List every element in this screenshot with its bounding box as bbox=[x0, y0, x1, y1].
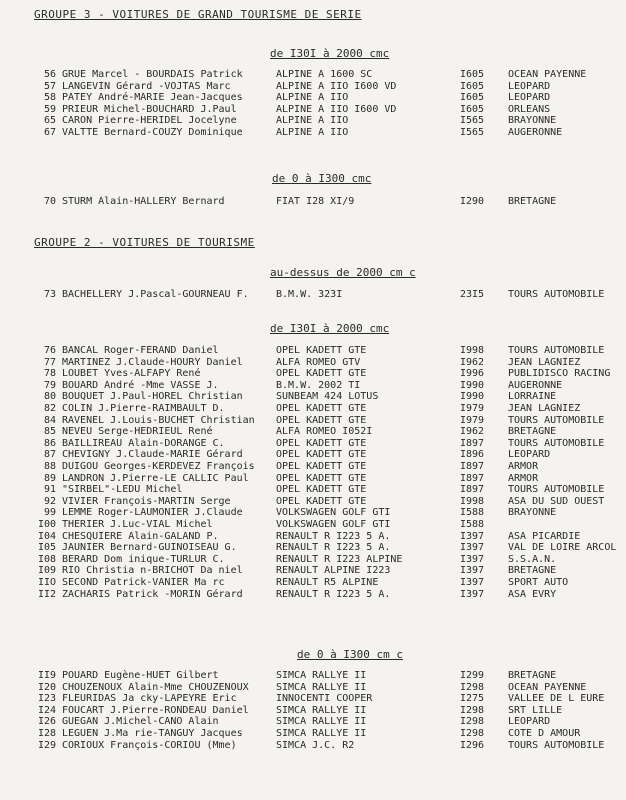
entry-displacement: I397 bbox=[460, 588, 485, 600]
entry-car: ALPINE A IIO bbox=[276, 115, 349, 127]
entry-number: 86 bbox=[43, 437, 56, 449]
entry-displacement: I979 bbox=[460, 403, 485, 414]
entry-row bbox=[0, 473, 626, 484]
entry-number: 78 bbox=[43, 368, 56, 380]
entry-crew: GRUE Marcel - BOURDAIS Patrick bbox=[62, 69, 243, 80]
entry-car: B.M.W. 2002 TI bbox=[276, 379, 361, 391]
entry-number: I20 bbox=[37, 681, 56, 693]
entry-crew: LANGEVIN Gérard -VOJTAS Marc bbox=[62, 80, 231, 92]
entry-car: SUNBEAM 424 LOTUS bbox=[276, 391, 379, 403]
entry-row bbox=[0, 461, 626, 472]
entry-row bbox=[0, 426, 626, 437]
entry-crew: "SIRBEL"-LEDU Michel bbox=[62, 484, 183, 496]
entry-car: OPEL KADETT GTE bbox=[276, 461, 367, 472]
entry-displacement: I979 bbox=[460, 414, 485, 426]
entry-number: I08 bbox=[37, 553, 56, 565]
entry-crew: LEGUEN J.Ma rie-TANGUY Jacques bbox=[62, 728, 243, 739]
entry-displacement: I299 bbox=[460, 670, 485, 681]
entry-row bbox=[0, 403, 626, 414]
entry-team: ASA PICARDIE bbox=[508, 530, 581, 542]
entry-number: 65 bbox=[43, 115, 56, 127]
entry-number: I26 bbox=[37, 716, 56, 728]
entry-team: OCEAN PAYENNE bbox=[508, 681, 587, 693]
entry-car: RENAULT R I223 5 A. bbox=[276, 542, 391, 554]
entry-team: JEAN LAGNIEZ bbox=[508, 403, 581, 414]
entry-crew: BERARD Dom inique-TURLUR C. bbox=[62, 553, 225, 565]
entry-displacement: I565 bbox=[460, 127, 485, 138]
entry-car: OPEL KADETT GTE bbox=[276, 472, 367, 484]
entry-row bbox=[0, 92, 626, 103]
entry-car: VOLKSWAGEN GOLF GTI bbox=[276, 519, 391, 530]
entry-team: ASA EVRY bbox=[508, 588, 557, 600]
entry-number: I00 bbox=[37, 519, 56, 530]
entry-row bbox=[0, 380, 626, 391]
entry-team: ASA DU SUD OUEST bbox=[508, 495, 605, 507]
entry-team: LEOPARD bbox=[508, 80, 551, 92]
entry-car: SIMCA J.C. R2 bbox=[276, 739, 355, 751]
entry-car: OPEL KADETT GTE bbox=[276, 437, 367, 449]
class-heading: de 0 à I300 cmc bbox=[272, 172, 372, 185]
entry-car: RENAULT R I223 ALPINE bbox=[276, 553, 403, 565]
entry-number: 87 bbox=[43, 449, 56, 461]
entry-number: II2 bbox=[37, 588, 56, 600]
entry-number: 85 bbox=[43, 426, 56, 438]
entry-displacement: I897 bbox=[460, 461, 485, 472]
entry-crew: DUIGOU Georges-KERDEVEZ François bbox=[62, 461, 255, 472]
entry-team: VAL DE LOIRE ARCOL bbox=[508, 542, 617, 554]
entry-crew: SECOND Patrick-VANIER Ma rc bbox=[62, 577, 225, 588]
entry-crew: RIO Christia n-BRICHOT Da niel bbox=[62, 565, 243, 577]
entry-team: LORRAINE bbox=[508, 391, 557, 403]
entry-car: SIMCA RALLYE II bbox=[276, 681, 367, 693]
entry-row bbox=[0, 542, 626, 553]
entry-crew: BOUQUET J.Paul-HOREL Christian bbox=[62, 391, 243, 403]
entry-team: ORLEANS bbox=[508, 103, 551, 115]
entry-displacement: I962 bbox=[460, 426, 485, 438]
entry-number: II9 bbox=[37, 670, 56, 681]
entry-team: TOURS AUTOMOBILE bbox=[508, 437, 605, 449]
entry-car: ALPINE A IIO I600 VD bbox=[276, 103, 397, 115]
entry-team: VALLEE DE L EURE bbox=[508, 693, 605, 705]
entry-crew: GUEGAN J.Michel-CANO Alain bbox=[62, 716, 219, 728]
entry-displacement: I397 bbox=[460, 577, 485, 588]
entry-number: IIO bbox=[37, 577, 56, 588]
entry-displacement: I897 bbox=[460, 437, 485, 449]
class-heading: au-dessus de 2000 cm c bbox=[270, 266, 416, 279]
entry-car: INNOCENTI COOPER bbox=[276, 693, 373, 705]
entry-car: SIMCA RALLYE II bbox=[276, 728, 367, 739]
entry-team: SPORT AUTO bbox=[508, 577, 569, 588]
entry-displacement: I962 bbox=[460, 356, 485, 368]
entry-displacement: I298 bbox=[460, 728, 485, 739]
entry-car: OPEL KADETT GTE bbox=[276, 368, 367, 380]
entry-number: 57 bbox=[43, 80, 56, 92]
entry-car: SIMCA RALLYE II bbox=[276, 670, 367, 681]
entry-crew: STURM Alain-HALLERY Bernard bbox=[62, 196, 225, 207]
entry-displacement: I275 bbox=[460, 693, 485, 705]
group-title: GROUPE 3 - VOITURES DE GRAND TOURISME DE SERIE bbox=[34, 8, 362, 21]
entry-row bbox=[0, 104, 626, 115]
entry-team: ARMOR bbox=[508, 461, 539, 472]
entry-displacement: I298 bbox=[460, 716, 485, 728]
entry-crew: BACHELLERY J.Pascal-GOURNEAU F. bbox=[62, 289, 249, 300]
entry-team: S.S.A.N. bbox=[508, 553, 557, 565]
entry-number: 89 bbox=[43, 472, 56, 484]
entry-displacement: I990 bbox=[460, 391, 485, 403]
entry-number: I28 bbox=[37, 728, 56, 739]
entry-displacement: I565 bbox=[460, 115, 485, 127]
entry-displacement: I897 bbox=[460, 472, 485, 484]
entry-car: OPEL KADETT GTE bbox=[276, 345, 367, 356]
entry-crew: POUARD Eugène-HUET Gilbert bbox=[62, 670, 219, 681]
entry-displacement: I588 bbox=[460, 519, 485, 530]
entry-team: BRETAGNE bbox=[508, 565, 557, 577]
entry-row bbox=[0, 69, 626, 80]
entry-displacement: I605 bbox=[460, 69, 485, 80]
entry-car: ALFA ROMEO I052I bbox=[276, 426, 373, 438]
entry-crew: ZACHARIS Patrick -MORIN Gérard bbox=[62, 588, 243, 600]
entry-crew: COLIN J.Pierre-RAIMBAULT D. bbox=[62, 403, 225, 414]
entry-crew: CHESQUIERE Alain-GALAND P. bbox=[62, 530, 219, 542]
entry-team: BRETAGNE bbox=[508, 196, 557, 207]
entry-number: 91 bbox=[43, 484, 56, 496]
entry-crew: BANCAL Roger-FERAND Daniel bbox=[62, 345, 219, 356]
entry-row bbox=[0, 682, 626, 693]
entry-row bbox=[0, 728, 626, 739]
entry-team: COTE D AMOUR bbox=[508, 728, 581, 739]
entry-car: SIMCA RALLYE II bbox=[276, 704, 367, 716]
entry-row bbox=[0, 507, 626, 518]
entry-displacement: I897 bbox=[460, 484, 485, 496]
entry-displacement: I290 bbox=[460, 196, 485, 207]
entry-car: ALFA ROMEO GTV bbox=[276, 356, 361, 368]
entry-team: SRT LILLE bbox=[508, 704, 563, 716]
entry-row bbox=[0, 368, 626, 379]
entry-crew: CHOUZENOUX Alain-Mme CHOUZENOUX bbox=[62, 681, 249, 693]
entry-team: JEAN LAGNIEZ bbox=[508, 356, 581, 368]
entry-crew: BAILLIREAU Alain-DORANGE C. bbox=[62, 437, 225, 449]
entry-displacement: I397 bbox=[460, 553, 485, 565]
entry-displacement: 23I5 bbox=[460, 289, 485, 300]
entry-car: ALPINE A IIO bbox=[276, 127, 349, 138]
entry-car: ALPINE A 1600 SC bbox=[276, 69, 373, 80]
class-heading: de I30I à 2000 cmc bbox=[270, 322, 390, 335]
entry-number: 79 bbox=[43, 379, 56, 391]
class-heading: de 0 à I300 cm c bbox=[297, 648, 403, 661]
entry-row bbox=[0, 740, 626, 751]
entry-number: 84 bbox=[43, 414, 56, 426]
entry-row bbox=[0, 554, 626, 565]
entry-row bbox=[0, 81, 626, 92]
entry-number: I05 bbox=[37, 542, 56, 554]
entry-number: I09 bbox=[37, 565, 56, 577]
entry-row bbox=[0, 391, 626, 402]
entry-row bbox=[0, 577, 626, 588]
entry-car: RENAULT R I223 5 A. bbox=[276, 530, 391, 542]
entry-crew: FOUCART J.Pierre-RONDEAU Daniel bbox=[62, 704, 249, 716]
entry-row bbox=[0, 565, 626, 576]
entry-crew: VALTTE Bernard-COUZY Dominique bbox=[62, 127, 243, 138]
entry-displacement: I605 bbox=[460, 103, 485, 115]
entry-number: I29 bbox=[37, 739, 56, 751]
entry-number: 88 bbox=[43, 461, 56, 472]
entry-crew: PATEY André-MARIE Jean-Jacques bbox=[62, 92, 243, 104]
entry-row bbox=[0, 484, 626, 495]
entry-team: TOURS AUTOMOBILE bbox=[508, 289, 605, 300]
entry-team: BRAYONNE bbox=[508, 115, 557, 127]
entry-row bbox=[0, 705, 626, 716]
entry-team: BRETAGNE bbox=[508, 670, 557, 681]
entry-number: 56 bbox=[43, 69, 56, 80]
entry-row bbox=[0, 670, 626, 681]
entry-car: ALPINE A IIO I600 VD bbox=[276, 80, 397, 92]
entry-row bbox=[0, 345, 626, 356]
entry-car: RENAULT ALPINE I223 bbox=[276, 565, 391, 577]
entry-crew: VIVIER François-MARTIN Serge bbox=[62, 495, 231, 507]
entry-number: 77 bbox=[43, 356, 56, 368]
entry-row bbox=[0, 357, 626, 368]
entry-number: 73 bbox=[43, 289, 56, 300]
entry-row bbox=[0, 438, 626, 449]
entry-crew: MARTINEZ J.Claude-HOURY Daniel bbox=[62, 356, 243, 368]
entry-team: AUGERONNE bbox=[508, 127, 563, 138]
entry-car: OPEL KADETT GTE bbox=[276, 403, 367, 414]
group-title: GROUPE 2 - VOITURES DE TOURISME bbox=[34, 236, 255, 249]
entry-displacement: I998 bbox=[460, 495, 485, 507]
entry-number: I04 bbox=[37, 530, 56, 542]
entry-row bbox=[0, 449, 626, 460]
entry-car: RENAULT R I223 5 A. bbox=[276, 588, 391, 600]
class-heading: de I30I à 2000 cmc bbox=[270, 47, 390, 60]
entry-row bbox=[0, 531, 626, 542]
entry-crew: RAVENEL J.Louis-BUCHET Christian bbox=[62, 414, 255, 426]
entry-number: I24 bbox=[37, 704, 56, 716]
entry-displacement: I298 bbox=[460, 704, 485, 716]
entry-car: VOLKSWAGEN GOLF GTI bbox=[276, 507, 391, 519]
entry-displacement: I397 bbox=[460, 542, 485, 554]
entry-crew: LANDRON J.Pierre-LE CALLIC Paul bbox=[62, 472, 249, 484]
entry-number: 76 bbox=[43, 345, 56, 356]
entry-displacement: I605 bbox=[460, 92, 485, 104]
entry-displacement: I998 bbox=[460, 345, 485, 356]
entry-row bbox=[0, 127, 626, 138]
entry-displacement: I397 bbox=[460, 565, 485, 577]
entry-row bbox=[0, 196, 626, 207]
entry-crew: THERIER J.Luc-VIAL Michel bbox=[62, 519, 213, 530]
entry-number: 70 bbox=[43, 196, 56, 207]
entry-row bbox=[0, 289, 626, 300]
entry-number: 67 bbox=[43, 127, 56, 138]
entry-displacement: I605 bbox=[460, 80, 485, 92]
entry-crew: CARON Pierre-HERIDEL Jocelyne bbox=[62, 115, 237, 127]
entry-crew: PRIEUR Michel-BOUCHARD J.Paul bbox=[62, 103, 237, 115]
entry-crew: CORIOUX François-CORIOU (Mme) bbox=[62, 739, 237, 751]
entry-team: TOURS AUTOMOBILE bbox=[508, 414, 605, 426]
entry-row bbox=[0, 589, 626, 600]
entry-row bbox=[0, 716, 626, 727]
entry-team: LEOPARD bbox=[508, 92, 551, 104]
entry-car: FIAT I28 XI/9 bbox=[276, 196, 355, 207]
entry-displacement: I296 bbox=[460, 739, 485, 751]
entry-team: PUBLIDISCO RACING bbox=[508, 368, 611, 380]
entry-number: 58 bbox=[43, 92, 56, 104]
entry-team: BRAYONNE bbox=[508, 507, 557, 519]
entry-displacement: I996 bbox=[460, 368, 485, 380]
entry-number: 82 bbox=[43, 403, 56, 414]
entry-crew: BOUARD André -Mme VASSE J. bbox=[62, 379, 219, 391]
entry-displacement: I896 bbox=[460, 449, 485, 461]
entry-number: 92 bbox=[43, 495, 56, 507]
entry-number: 99 bbox=[43, 507, 56, 519]
entry-car: OPEL KADETT GTE bbox=[276, 484, 367, 496]
entry-team: LEOPARD bbox=[508, 449, 551, 461]
entry-team: AUGERONNE bbox=[508, 379, 563, 391]
entry-crew: CHEVIGNY J.Claude-MARIE Gérard bbox=[62, 449, 243, 461]
entry-displacement: I990 bbox=[460, 379, 485, 391]
entry-team: LEOPARD bbox=[508, 716, 551, 728]
entry-car: ALPINE A IIO bbox=[276, 92, 349, 104]
entry-crew: JAUNIER Bernard-GUINOISEAU G. bbox=[62, 542, 237, 554]
entry-team: TOURS AUTOMOBILE bbox=[508, 484, 605, 496]
entry-car: OPEL KADETT GTE bbox=[276, 449, 367, 461]
entry-car: SIMCA RALLYE II bbox=[276, 716, 367, 728]
entry-team: TOURS AUTOMOBILE bbox=[508, 739, 605, 751]
entry-crew: LEMME Roger-LAUMONIER J.Claude bbox=[62, 507, 243, 519]
entry-team: ARMOR bbox=[508, 472, 539, 484]
entry-displacement: I588 bbox=[460, 507, 485, 519]
entry-number: 80 bbox=[43, 391, 56, 403]
entry-team: OCEAN PAYENNE bbox=[508, 69, 587, 80]
entry-row bbox=[0, 519, 626, 530]
entry-crew: NEVEU Serge-HEDRIEUL René bbox=[62, 426, 213, 438]
entry-number: 59 bbox=[43, 103, 56, 115]
entry-car: RENAULT R5 ALPINE bbox=[276, 577, 379, 588]
entry-car: OPEL KADETT GTE bbox=[276, 414, 367, 426]
entry-displacement: I298 bbox=[460, 681, 485, 693]
entry-displacement: I397 bbox=[460, 530, 485, 542]
entry-crew: LOUBET Yves-ALFAPY René bbox=[62, 368, 201, 380]
entry-row bbox=[0, 693, 626, 704]
entry-team: BRETAGNE bbox=[508, 426, 557, 438]
entry-crew: FLEURIDAS Ja cky-LAPEYRE Eric bbox=[62, 693, 237, 705]
entry-row bbox=[0, 415, 626, 426]
entry-car: B.M.W. 323I bbox=[276, 289, 343, 300]
entry-car: OPEL KADETT GTE bbox=[276, 495, 367, 507]
entry-row bbox=[0, 496, 626, 507]
entry-number: I23 bbox=[37, 693, 56, 705]
entry-team: TOURS AUTOMOBILE bbox=[508, 345, 605, 356]
entry-row bbox=[0, 115, 626, 126]
